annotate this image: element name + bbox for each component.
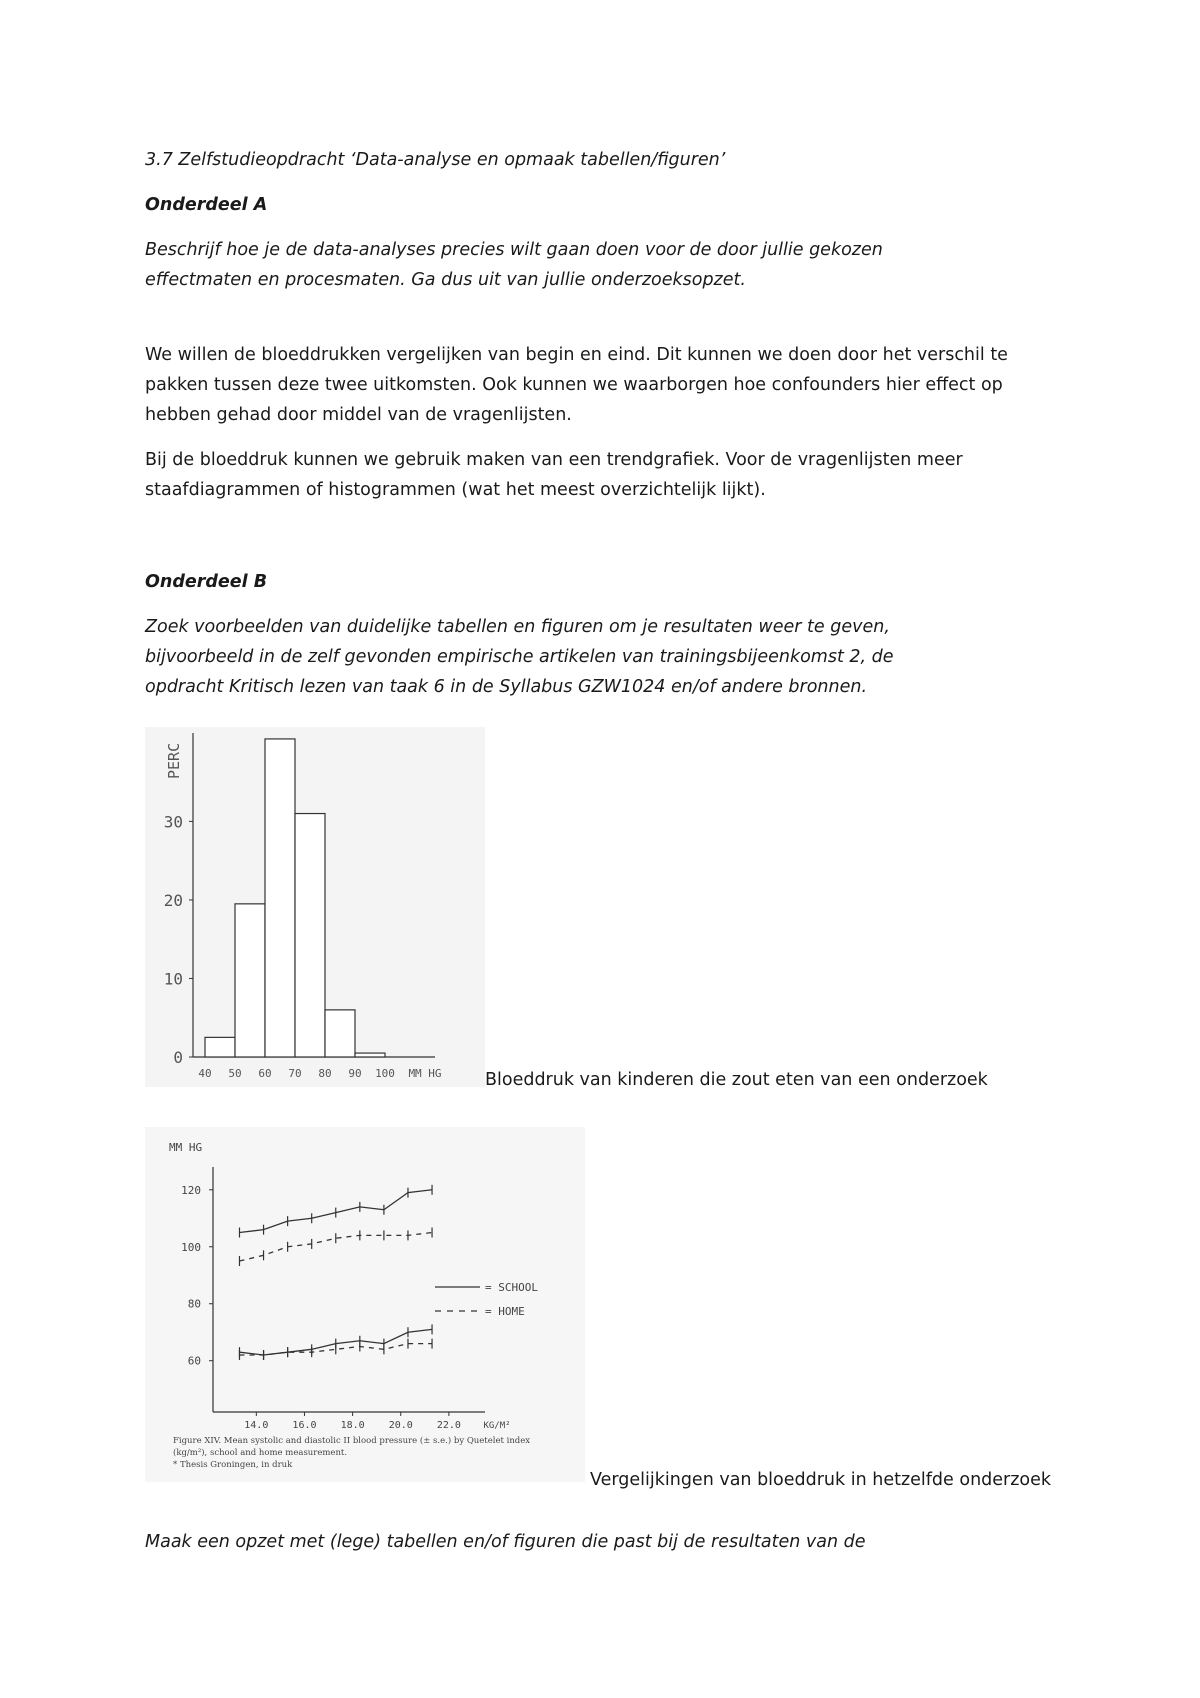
x-tick-label: 20.0 — [388, 1420, 413, 1431]
y-tick-label: 100 — [181, 1240, 201, 1254]
x-tick-label: 80 — [318, 1067, 332, 1080]
x-tick-label: 16.0 — [292, 1420, 317, 1431]
answer-paragraph-1-line-1: We willen de bloeddrukken vergelijken van begin en eind. Dit kunnen we doen door het verschil te — [145, 345, 1008, 365]
part-b-instruction-line-3: opdracht Kritisch lezen van taak 6 in de Syllabus GZW1024 en/of andere bronnen. — [145, 677, 868, 697]
histogram-figure — [145, 727, 485, 1087]
answer-paragraph-2-line-1: Bij de bloeddruk kunnen we gebruik maken van een trendgrafiek. Voor de vragenlijsten meer — [145, 450, 963, 470]
histogram-bar — [205, 1037, 235, 1057]
part-a-instruction-line-2: effectmaten en procesmaten. Ga dus uit van jullie onderzoeksopzet. — [145, 270, 746, 290]
x-axis-label: KG/M² — [483, 1421, 511, 1431]
histogram-chart — [145, 727, 485, 1087]
histogram-caption: Bloeddruk van kinderen die zout eten van een onderzoek — [485, 1070, 988, 1090]
part-b-instruction-line-1: Zoek voorbeelden van duidelijke tabellen en figuren om je resultaten weer te geven, — [145, 617, 890, 637]
line-chart-caption: Vergelijkingen van bloeddruk in hetzelfde onderzoek — [590, 1470, 1052, 1490]
histogram-bar — [265, 739, 295, 1057]
y-tick-label: 20 — [163, 890, 183, 910]
y-tick-label: 80 — [187, 1297, 201, 1311]
part-a-title: Onderdeel A — [145, 195, 268, 215]
blood-pressure-line-chart — [145, 1127, 585, 1482]
x-tick-label: 70 — [288, 1067, 302, 1080]
x-tick-label: 22.0 — [436, 1420, 461, 1431]
histogram-bar — [355, 1053, 385, 1057]
histogram-bar — [295, 814, 325, 1057]
legend-label: = SCHOOL — [485, 1281, 538, 1294]
y-axis-label: MM HG — [169, 1141, 203, 1154]
answer-paragraph-2-line-2: staafdiagrammen of histogrammen (wat het meest overzichtelijk lijkt). — [145, 480, 766, 500]
x-tick-label: 90 — [348, 1067, 362, 1080]
x-tick-label: 60 — [258, 1067, 272, 1080]
x-tick-label: 14.0 — [244, 1420, 269, 1431]
part-a-instruction-line-1: Beschrijf hoe je de data-analyses precies wilt gaan doen voor de door jullie gekozen — [145, 240, 883, 260]
x-tick-label: 40 — [198, 1067, 212, 1080]
answer-paragraph-1-line-3: hebben gehad door middel van de vragenlijsten. — [145, 405, 572, 425]
x-tick-label: 50 — [228, 1067, 242, 1080]
closing-instruction: Maak een opzet met (lege) tabellen en/of figuren die past bij de resultaten van de — [145, 1532, 866, 1552]
figure-caption-line-2: (kg/m²), school and home measurement. — [173, 1448, 348, 1458]
part-b-instruction-line-2: bijvoorbeeld in de zelf gevonden empirische artikelen van trainingsbijeenkomst 2, de — [145, 647, 894, 667]
figure-caption-line-1: Figure XIV. Mean systolic and diastolic II blood pressure (± s.e.) by Quetelet index — [173, 1436, 531, 1446]
histogram-bar — [235, 904, 265, 1057]
y-tick-label: 120 — [181, 1183, 201, 1197]
line-figure — [145, 1127, 585, 1482]
y-tick-label: 0 — [173, 1048, 183, 1067]
x-axis-label: MM HG — [408, 1067, 442, 1080]
histogram-bar — [325, 1010, 355, 1057]
answer-paragraph-1-line-2: pakken tussen deze twee uitkomsten. Ook kunnen we waarborgen hoe confounders hier effect op — [145, 375, 1003, 395]
part-b-title: Onderdeel B — [145, 572, 268, 592]
y-axis-label: PERC — [165, 742, 183, 779]
x-tick-label: 18.0 — [340, 1420, 365, 1431]
figure-source-caption — [173, 1435, 530, 1471]
legend-label: = HOME — [485, 1305, 525, 1318]
section-heading: 3.7 Zelfstudieopdracht ‘Data-analyse en opmaak tabellen/figuren’ — [145, 150, 726, 170]
x-tick-label: 100 — [375, 1067, 395, 1080]
y-tick-label: 60 — [187, 1354, 201, 1368]
y-tick-label: 10 — [163, 969, 183, 989]
y-tick-label: 30 — [163, 812, 183, 832]
figure-caption-line-3: * Thesis Groningen, in druk — [173, 1460, 293, 1470]
